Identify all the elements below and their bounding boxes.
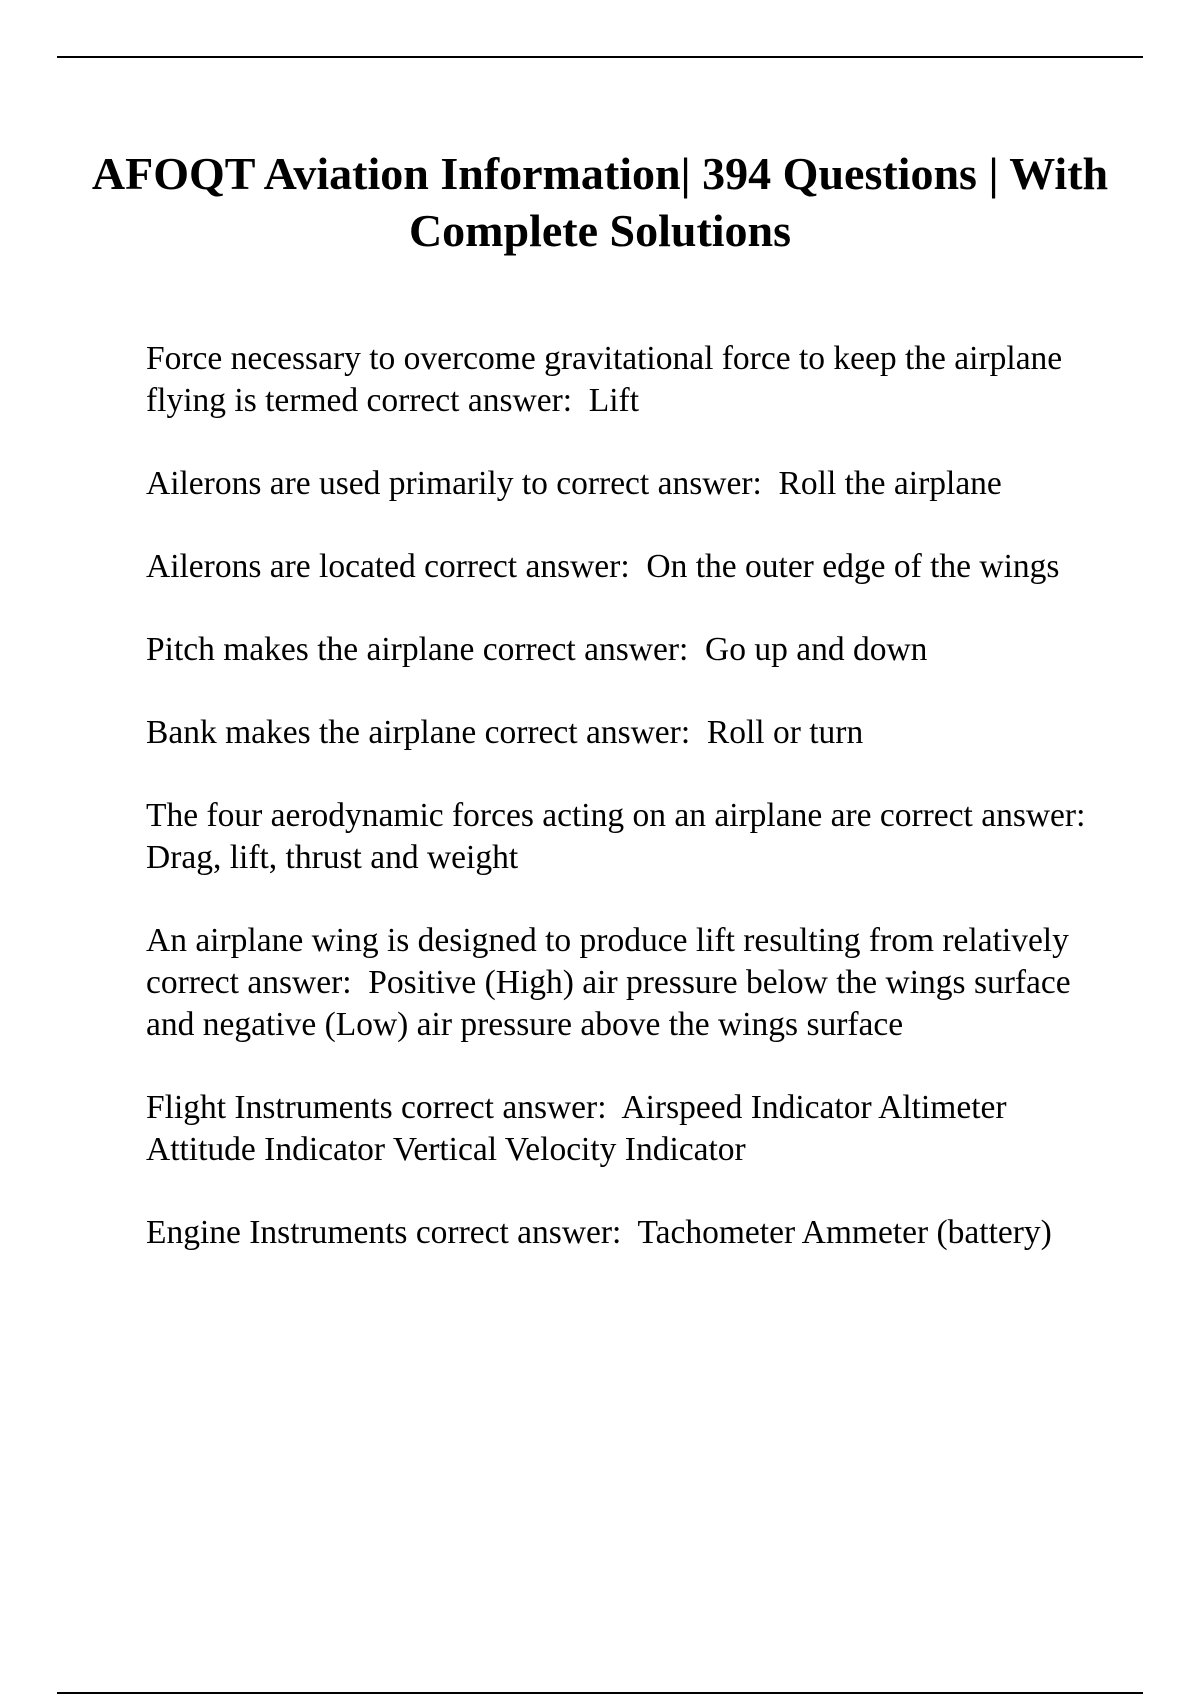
qa-item-engine-instruments: Engine Instruments correct answer: Tachometer Ammeter (battery) <box>146 1214 1052 1251</box>
footer-rule <box>57 1692 1143 1694</box>
qa-item-ailerons-location: Ailerons are located correct answer: On the outer edge of the wings <box>146 548 1060 585</box>
page-title: AFOQT Aviation Information| 394 Questions | With Complete Solutions <box>91 148 1109 256</box>
qa-item-pitch: Pitch makes the airplane correct answer: Go up and down <box>146 631 928 668</box>
qa-item-ailerons-use: Ailerons are used primarily to correct answer: Roll the airplane <box>146 465 1002 502</box>
qa-item-flight-instruments: Flight Instruments correct answer: Airspeed Indicator Altimeter Attitude Indicator Vertical Velocity Indicator <box>146 1089 1014 1168</box>
qa-item-lift: Force necessary to overcome gravitational force to keep the airplane flying is termed correct answer: Lift <box>146 340 1071 419</box>
qa-item-wing-lift: An airplane wing is designed to produce lift resulting from relatively correct answer: Positive (High) air pressure below the wings surface and negative (Low) air pressure above the wings surface <box>146 922 1080 1043</box>
qa-list <box>146 338 1106 1295</box>
qa-item-four-forces: The four aerodynamic forces acting on an airplane are correct answer: Drag, lift, thrust and weight <box>146 797 1103 876</box>
qa-item-bank: Bank makes the airplane correct answer: Roll or turn <box>146 714 864 751</box>
header-rule <box>57 56 1143 58</box>
